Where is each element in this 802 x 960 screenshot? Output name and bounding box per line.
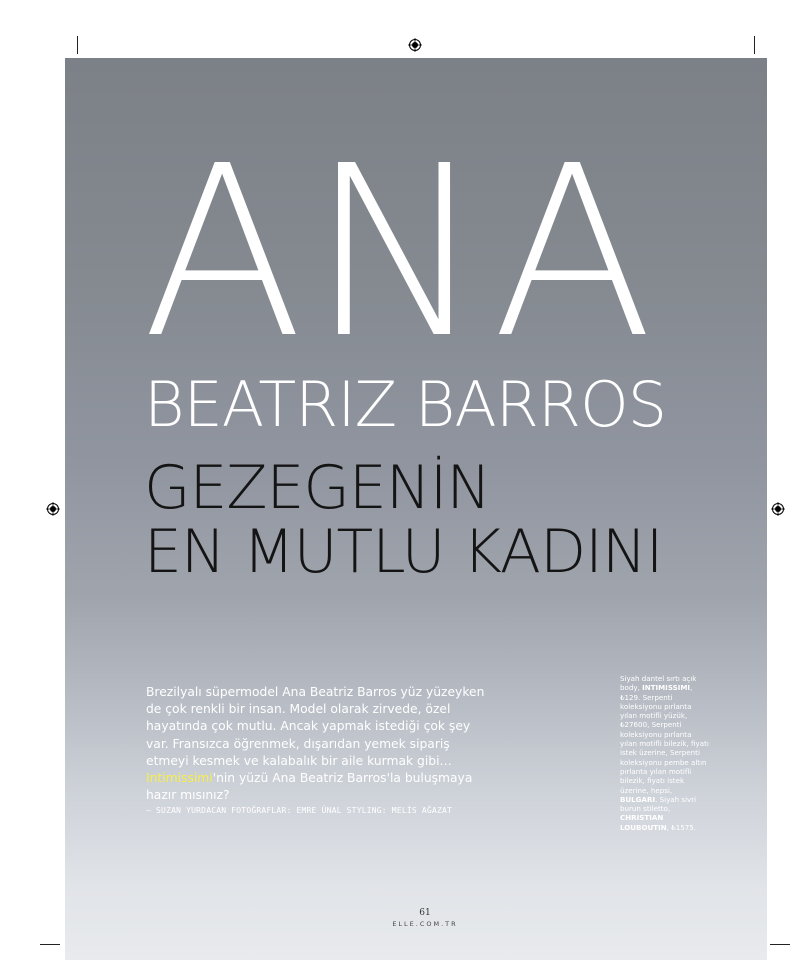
- headline: [144, 453, 663, 587]
- intro-text-2: 'nin yüzü Ana Beatriz Barros'la buluşmaya hazır mısınız?: [146, 771, 473, 803]
- registration-mark-right-icon: [771, 502, 785, 516]
- caption-text-4: , ₺1575.: [666, 822, 697, 832]
- fashion-caption: [620, 674, 710, 832]
- caption-brand-intimissimi: INTIMISSIMI: [642, 683, 691, 693]
- caption-brand-louboutin: CHRISTIAN LOUBOUTIN: [620, 813, 667, 832]
- caption-text-2: , ₺129. Serpenti koleksiyonu pırlanta yılan motifli yüzük, ₺27600, Serpenti koleksiyonu pırlanta yılan motifli bilezik, fiyatı istek üzerine, Serpenti koleksiyonu pembe altın pırlanta yılan motifli bilezik, fiyatı istek üzerine, hepsi,: [620, 683, 709, 795]
- crop-mark-top-right: [754, 36, 755, 54]
- caption-text-1: Siyah dantel sırtı açık body,: [620, 674, 697, 693]
- intro-paragraph: [146, 684, 494, 804]
- credits-line: — SUZAN YURDACAN FOTOĞRAFLAR: EMRE ÜNAL STYLING: MELİS AĞAZAT: [146, 806, 453, 815]
- registration-mark-top-icon: [408, 38, 422, 52]
- caption-text-3: . Siyah sivri burun stiletto,: [620, 794, 697, 814]
- title-first-name: ANA: [142, 115, 660, 390]
- caption-brand-bulgari: BULGARI: [620, 794, 656, 804]
- crop-mark-bottom-right-h: [770, 944, 790, 945]
- intro-text-1: Brezilyalı süpermodel Ana Beatriz Barros yüz yüzeyken de çok renkli bir insan. Model olarak zirvede, özel hayatında çok mutlu. Ancak yapmak istediği çok şey var. Fransızca öğrenmek, dışarıdan yemek sipariş etmeyi kesmek ve kalabalık bir aile kurmak gibi…: [146, 685, 485, 768]
- crop-mark-top-left: [77, 36, 78, 54]
- registration-mark-left-icon: [46, 502, 60, 516]
- site-url: ELLE.COM.TR: [392, 920, 458, 928]
- page-number: 61: [419, 908, 431, 918]
- headline-line-2: EN MUTLU KADINI: [144, 517, 663, 587]
- title-full-name: BEATRIZ BARROS: [144, 368, 667, 441]
- headline-line-1: GEZEGENİN: [144, 453, 491, 523]
- crop-mark-bottom-left-h: [40, 944, 60, 945]
- brand-highlight: Intimissimi: [146, 771, 213, 786]
